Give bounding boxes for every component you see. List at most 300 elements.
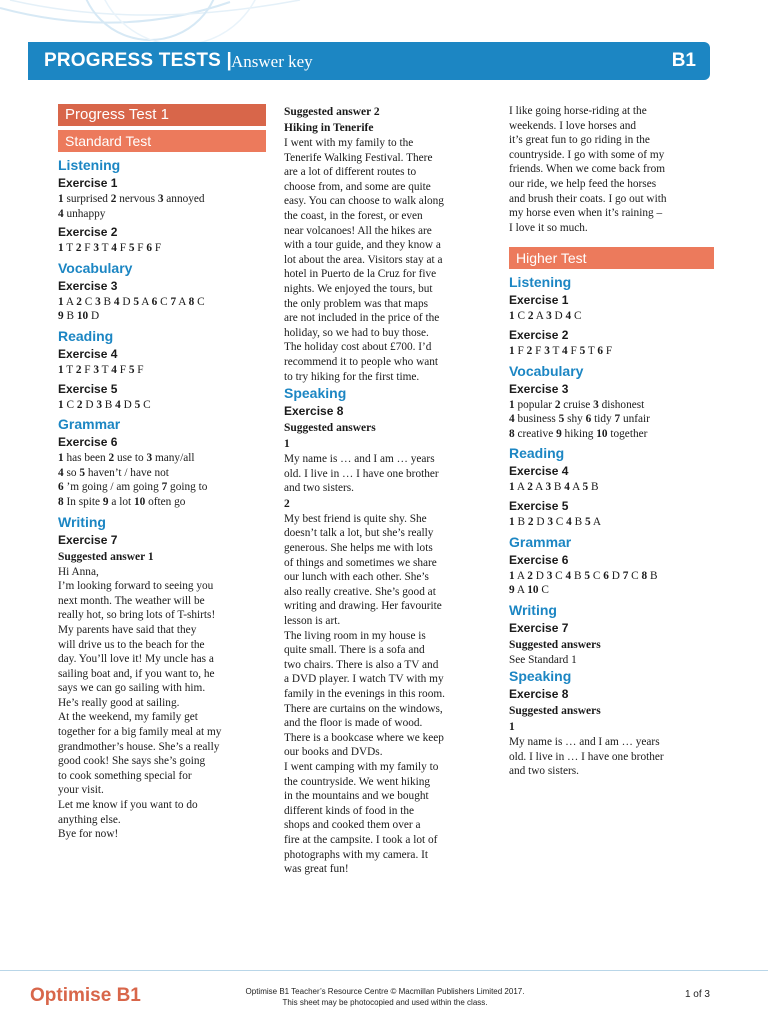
answer-number: 1 [58, 398, 64, 411]
answer-number: 6 [58, 481, 64, 494]
answer-text: F [134, 363, 144, 376]
answer-text: cruise [560, 398, 594, 411]
article-title: Hiking in Tenerife [284, 122, 374, 134]
answer-number: 3 [93, 363, 100, 376]
answer-number: 10 [76, 310, 89, 323]
answer-number: 5 [133, 295, 140, 308]
answer-text: D [533, 515, 548, 528]
speaking-answer-continued [509, 104, 714, 235]
suggested-answers-label: Suggested answers [284, 422, 376, 435]
answer-text: C [140, 398, 151, 411]
text-line: different kinds of food in the [284, 804, 414, 817]
answer-number: 7 [614, 413, 621, 426]
answer-number: 4 [111, 363, 117, 376]
answer-number: 4 [566, 515, 572, 528]
answer-text: nervous [116, 193, 158, 205]
text-line: our lunch with each other. She’s [284, 571, 429, 584]
answer-number: 7 [161, 481, 168, 494]
answer-number: 4 [58, 207, 64, 220]
answers [509, 309, 714, 324]
text-line: doesn’t talk a lot, but she’s really [284, 527, 434, 540]
answer-text: D [88, 310, 100, 323]
answer-text: often go [145, 495, 186, 508]
answer-number: 1 [509, 569, 515, 582]
answer-text: D [120, 398, 135, 411]
answer-text: D [608, 569, 623, 582]
answer-text: F [81, 363, 94, 376]
answer-text: C [63, 398, 77, 411]
answer-text: annoyed [163, 193, 205, 205]
answer-text: F [152, 242, 162, 255]
text-line: recommend it to people who want [284, 355, 439, 368]
answer-number: 4 [564, 481, 570, 494]
exercise-1: Exercise 1 [58, 176, 118, 190]
answer-number: 3 [547, 515, 553, 528]
answer-number: 3 [93, 242, 100, 255]
answer-text: B [571, 569, 585, 582]
answers [58, 192, 266, 221]
answers [509, 480, 714, 495]
text-line: I’m looking forward to seeing you [58, 580, 214, 593]
answer-line [509, 427, 714, 442]
answer-number: 1 [509, 398, 515, 411]
answer-text: D [119, 295, 134, 308]
answer-text: B [551, 481, 565, 494]
exercise-5: Exercise 5 [509, 498, 569, 513]
copyright-line-2: This sheet may be photocopied and used within the class. [282, 998, 488, 1007]
section-speaking: Speaking [509, 668, 572, 685]
answer-number: 6 [151, 295, 158, 308]
answer-line [58, 451, 266, 466]
answer-text: C [628, 569, 642, 582]
text-line: really hot, so bring lots of T-shirts! [58, 609, 216, 622]
answer-number: 5 [585, 515, 591, 528]
answer-line [58, 207, 266, 222]
text-line: There is a bookcase where we keep [284, 731, 444, 744]
suggested-answer-label: Suggested answer 1 [58, 550, 154, 563]
band-progress-test: Progress Test 1 [58, 104, 266, 126]
speaking-answer-1 [284, 452, 484, 496]
answers [58, 295, 266, 324]
answer-text: A [532, 481, 546, 494]
header-title: PROGRESS TESTS | [44, 50, 232, 71]
answer-text: hiking [561, 427, 597, 440]
text-line: and two sisters. [284, 482, 354, 495]
text-line: will drive us to the beach for the [58, 638, 205, 651]
text-line: generous. She helps me with lots [284, 542, 433, 555]
answer-text: shy [564, 413, 586, 426]
text-line: Let me know if you want to do [58, 799, 198, 812]
footer-copyright [220, 986, 550, 1008]
answer-number: 6 [146, 242, 153, 255]
answer-number: 3 [546, 569, 553, 582]
answer-text: A [569, 481, 583, 494]
text-line: hotel in Puerto de la Cruz for five [284, 268, 437, 281]
text-line: family in the evenings in this room. [284, 688, 445, 700]
text-line: He’s really good at sailing. [58, 696, 180, 709]
answer-number: 2 [284, 497, 290, 510]
answer-number: 10 [596, 427, 608, 440]
text-line: says we can go sailing with him. [58, 682, 206, 695]
answer-text: a lot [108, 495, 134, 508]
answer-text: D [82, 398, 97, 411]
section-writing: Writing [509, 601, 557, 618]
answer-number: 4 [58, 466, 64, 479]
section-vocabulary: Vocabulary [58, 259, 133, 276]
answer-number: 7 [622, 569, 629, 582]
speaking-answer-1 [509, 735, 714, 779]
text-line: writing and drawing. Her favourite [284, 600, 442, 613]
text-line: I went camping with my family to [284, 760, 439, 773]
answer-line [58, 309, 266, 324]
text-line: anything else. [58, 813, 121, 826]
text-line: day. You’ll love it! My uncle has a [58, 653, 214, 666]
exercise-8: Exercise 8 [284, 404, 344, 419]
answer-text: B [101, 398, 116, 411]
answer-number: 4 [115, 398, 121, 411]
text-line: I like going horse-riding at the [509, 105, 647, 117]
footer-divider [0, 970, 768, 971]
answer-text: F [567, 344, 580, 357]
answer-text: F [514, 344, 527, 357]
section-speaking: Speaking [284, 385, 347, 402]
exercise-4: Exercise 4 [509, 464, 569, 479]
text-line: my horse even when it’s raining – [509, 207, 663, 220]
answer-line [509, 398, 714, 413]
exercise-1: Exercise 1 [509, 293, 569, 308]
answer-text: F [116, 242, 129, 255]
text-line: and the floor is made of wood. [284, 717, 423, 730]
footer-logo: Optimise B1 [30, 985, 141, 1006]
answer-line [58, 241, 266, 256]
answer-text: C [538, 584, 549, 597]
answer-number: 1 [509, 344, 515, 357]
answer-text: A [176, 295, 189, 308]
suggested-answers-label: Suggested answers [509, 705, 601, 718]
text-line: grandmother’s house. She’s a really [58, 740, 220, 753]
text-line: old. I live in … I have one brother [509, 750, 664, 763]
answer-text: together [607, 427, 648, 440]
answer-text: C [157, 295, 171, 308]
answer-line [509, 583, 714, 598]
text-line: the countryside. We went hiking [284, 775, 431, 788]
text-line: My name is … and I am … years [284, 453, 435, 466]
text-line: to cook something special for [58, 769, 192, 782]
answer-text: A [590, 515, 602, 528]
section-listening: Listening [58, 157, 121, 173]
answer-text: In spite [63, 495, 103, 508]
answer-number: 1 [58, 193, 64, 205]
text-line: Hi Anna, [58, 565, 99, 578]
text-line: At the weekend, my family get [58, 711, 198, 724]
answers [509, 344, 714, 359]
answer-text: unhappy [63, 207, 106, 220]
text-line: choose from, and some are quite [284, 180, 431, 193]
answer-line [58, 295, 266, 310]
text-line: holiday, so we had to buy those. [284, 326, 429, 339]
answer-text: T [99, 363, 112, 376]
answer-number: 2 [76, 295, 82, 308]
answer-number: 3 [157, 193, 164, 205]
text-line: lesson is art. [284, 615, 341, 628]
section-grammar: Grammar [58, 416, 121, 433]
answer-number: 4 [113, 295, 120, 308]
text-line: are not included in the price of the [284, 312, 440, 325]
answer-text: A [514, 584, 528, 597]
text-line: friends. When we come back from [509, 163, 666, 176]
answer-number: 10 [527, 584, 539, 597]
answer-number: 1 [284, 438, 290, 451]
answer-text: C [552, 569, 566, 582]
section-reading: Reading [58, 327, 114, 344]
answer-text: T [63, 242, 76, 255]
answer-text: haven’t / have not [85, 466, 169, 479]
answer-number: 1 [509, 481, 515, 494]
answer-text: B [571, 515, 585, 528]
answer-text: A [139, 295, 152, 308]
answer-number: 10 [133, 495, 146, 508]
answer-number: 2 [75, 242, 82, 255]
text-line: to try hiking for the first time. [284, 370, 420, 383]
letter-text [58, 565, 266, 842]
answer-number: 5 [79, 466, 86, 479]
section-vocabulary: Vocabulary [509, 362, 584, 379]
answer-number: 5 [128, 363, 135, 376]
answer-text: C [552, 515, 567, 528]
answer-number: 3 [96, 398, 102, 411]
answer-text: has been [63, 452, 109, 465]
answer-text: B [63, 310, 77, 323]
answer-text: many/all [152, 452, 195, 465]
answers [509, 398, 714, 442]
answer-text: D [551, 310, 566, 323]
answer-number: 1 [58, 295, 64, 308]
answer-text: B [588, 481, 599, 494]
text-line: old. I live in … I have one brother [284, 467, 439, 480]
answer-number: 6 [603, 569, 609, 582]
answer-number: 3 [546, 310, 552, 323]
answer-line [509, 344, 714, 359]
answer-number: 1 [509, 515, 515, 528]
answer-number: 3 [545, 481, 552, 494]
speaking-answer-2 [284, 512, 484, 877]
text-line: lot about the area. Visitors stay at a [284, 253, 443, 266]
answer-number: 1 [509, 310, 515, 323]
answer-number: 9 [58, 310, 64, 323]
text-line: of things and sometimes we share [284, 556, 437, 569]
text-line: and brush their coats. I go out with [509, 192, 667, 205]
answer-number: 5 [579, 344, 586, 357]
text-line: good cook! She says she’s going [58, 755, 206, 768]
header-subtitle: Answer key [231, 52, 313, 71]
suggested-answer-label: Suggested answer 2 [284, 106, 380, 118]
answer-number: 2 [110, 193, 117, 205]
text-line: The holiday cost about £700. I’d [284, 341, 432, 354]
answers [58, 241, 266, 256]
text-line: weekends. I love horses and [509, 119, 637, 132]
answer-number: 5 [134, 398, 141, 411]
text-line: our ride, we help feed the horses [509, 177, 657, 190]
text-line: There are curtains on the windows, [284, 702, 443, 715]
answer-text: B [647, 569, 658, 582]
answer-text: A [63, 295, 77, 308]
text-line: photographs with my camera. It [284, 848, 428, 861]
text-line: My name is … and I am … years [509, 736, 660, 749]
text-line: shops and cooked them over a [284, 819, 421, 832]
answer-number: 3 [544, 344, 550, 357]
exercise-3: Exercise 3 [58, 278, 118, 293]
exercise-5: Exercise 5 [58, 381, 118, 396]
answer-number: 5 [584, 569, 591, 582]
text-line: the only problem was that maps [284, 297, 429, 310]
answer-text: A [514, 481, 528, 494]
text-line: near volcanoes! All the hikes are [284, 224, 432, 237]
answer-text: A [514, 569, 528, 582]
column-3 [509, 104, 714, 779]
exercise-3: Exercise 3 [509, 381, 569, 396]
answer-text: use to [114, 452, 147, 465]
text-line: together for a big family meal at my [58, 726, 222, 739]
answer-number: 6 [597, 344, 604, 357]
answer-number: 8 [188, 295, 195, 308]
answer-text: C [81, 295, 96, 308]
text-line: also really creative. She’s good at [284, 585, 436, 598]
answer-line [509, 309, 714, 324]
text-line: nights. We enjoyed the tours, but [284, 282, 433, 295]
answers [509, 569, 714, 598]
answer-line [58, 398, 266, 413]
header-bar [28, 42, 710, 80]
text-line: next month. The weather will be [58, 594, 205, 607]
answer-number: 4 [111, 242, 117, 255]
answer-number: 1 [509, 721, 515, 734]
exercise-6: Exercise 6 [509, 552, 569, 567]
answer-number: 2 [108, 452, 115, 465]
answer-text: T [549, 344, 562, 357]
answer-number: 3 [95, 295, 101, 308]
answer-text: surprised [63, 193, 111, 205]
answer-number: 6 [585, 413, 592, 426]
answer-text: F [134, 242, 147, 255]
answer-text: T [585, 344, 598, 357]
answer-number: 2 [76, 398, 83, 411]
answer-line [58, 495, 266, 510]
text-line: in the mountains and we bought [284, 790, 429, 803]
answer-text: T [63, 363, 76, 376]
band-standard-test: Standard Test [58, 130, 266, 152]
exercise-2: Exercise 2 [58, 225, 118, 240]
suggested-answers-label: Suggested answers [509, 638, 601, 651]
text-line: The living room in my house is [284, 629, 426, 642]
answer-text: F [116, 363, 129, 376]
answer-number: 4 [565, 569, 572, 582]
answer-text: C [571, 310, 582, 323]
answer-number: 4 [509, 413, 515, 426]
text-line: our books and DVDs. [284, 746, 383, 759]
answer-number: 5 [582, 481, 589, 494]
text-line: with a tour guide, and they know a [284, 239, 441, 252]
answer-number: 2 [527, 310, 534, 323]
answer-number: 2 [527, 569, 533, 582]
section-reading: Reading [509, 445, 565, 462]
answer-number: 2 [527, 515, 534, 528]
answer-number: 8 [641, 569, 648, 582]
answer-number: 3 [146, 452, 153, 465]
answer-text: ’m going / am going [63, 481, 162, 494]
section-listening: Listening [509, 274, 572, 291]
column-1 [58, 104, 266, 842]
answer-number: 7 [170, 295, 177, 308]
text-line: easy. You can choose to walk along [284, 195, 444, 208]
text-line: two chairs. There is also a TV and [284, 658, 439, 671]
exercise-6: Exercise 6 [58, 435, 118, 450]
answer-line [509, 412, 714, 427]
answer-number: 5 [128, 242, 135, 255]
answer-line [509, 480, 714, 495]
answer-text: C [194, 295, 205, 308]
answer-text: B [514, 515, 528, 528]
answers [58, 451, 266, 509]
answer-text: so [63, 466, 80, 479]
band-higher-test: Higher Test [509, 247, 714, 269]
answer-line [58, 192, 266, 207]
column-2 [284, 104, 484, 877]
answer-text: F [81, 242, 94, 255]
copyright-line-1: Optimise B1 Teacher’s Resource Centre © Macmillan Publishers Limited 2017. [245, 987, 525, 996]
text-line: and two sisters. [509, 765, 579, 778]
answer-number: 8 [509, 427, 515, 440]
answer-text: T [99, 242, 112, 255]
answer-number: 3 [593, 398, 599, 411]
page-number: 1 of 3 [684, 989, 710, 1000]
answer-text: unfair [620, 413, 650, 426]
exercise-4: Exercise 4 [58, 346, 118, 361]
text-line: countryside. I go with some of my [509, 148, 665, 161]
header-level: B1 [671, 50, 696, 71]
see-reference: See Standard 1 [509, 653, 577, 666]
section-writing: Writing [58, 513, 106, 530]
answer-number: 2 [526, 344, 533, 357]
answer-text: C [590, 569, 604, 582]
text-line: My parents have said that they [58, 623, 197, 636]
answer-text: A [533, 310, 547, 323]
answer-line [509, 569, 714, 584]
answer-number: 1 [58, 242, 64, 255]
text-line: it’s great fun to go riding in the [509, 134, 650, 147]
text-line: I love it so much. [509, 221, 588, 234]
answer-text: dishonest [598, 398, 645, 411]
exercise-8: Exercise 8 [509, 687, 569, 702]
answers [58, 363, 266, 378]
answer-text: D [532, 569, 547, 582]
text-line: I went with my family to the [284, 137, 414, 149]
answer-number: 4 [562, 344, 568, 357]
text-line: fire at the campsite. I took a lot of [284, 833, 438, 846]
exercise-7: Exercise 7 [509, 620, 569, 635]
text-line: sailing boat and, if you want to, he [58, 667, 215, 680]
text-line: Tenerife Walking Festival. There [284, 151, 433, 164]
answer-number: 2 [554, 398, 561, 411]
section-grammar: Grammar [509, 533, 572, 550]
answer-text: creative [514, 427, 557, 440]
text-line: was great fun! [284, 863, 349, 876]
answer-text: going to [167, 481, 208, 494]
text-line: the coast, in the forest, or even [284, 209, 423, 222]
answers [58, 398, 266, 413]
text-line: your visit. [58, 784, 104, 797]
answer-number: 1 [58, 363, 64, 376]
answer-number: 1 [58, 452, 64, 465]
